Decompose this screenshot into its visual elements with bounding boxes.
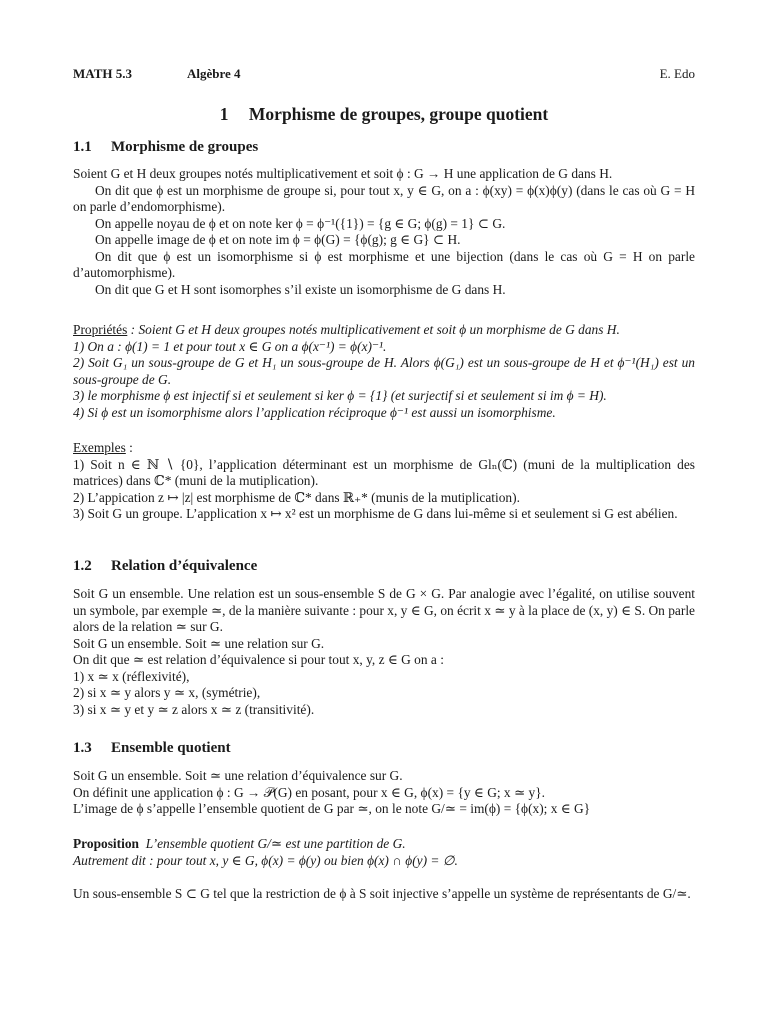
paragraph: L’image de ϕ s’appelle l’ensemble quotient de G par ≃, on le note G/≃ = im(ϕ) = {ϕ(x); x ∈ G} bbox=[73, 801, 591, 816]
example-item: 3) Soit G un groupe. L’application x ↦ x² est un morphisme de G dans lui-même si et seulement si G est abélien. bbox=[73, 506, 678, 521]
paragraph-relation-definition: Soit G un ensemble. Une relation est un sous-ensemble S de G × G. Par analogie avec l’égalité, on utilise souvent un symbole, par exemple ≃, de la manière suivante : pour x, y ∈ G, on écrit x ≃ y à la place de (x, y) ∈ S. On parle alors de la relation ≃ sur G. bbox=[73, 586, 695, 634]
proposition-label: Proposition bbox=[73, 836, 139, 851]
proposition-block bbox=[73, 836, 695, 869]
paragraph: Un sous-ensemble S ⊂ G tel que la restriction de ϕ à S soit injective s’appelle un système de représentants de G/≃. bbox=[73, 886, 691, 901]
paragraph: Soit G un ensemble. Soit ≃ une relation d’équivalence sur G. bbox=[73, 768, 403, 783]
section-number: 1.2 bbox=[73, 558, 92, 574]
page-header bbox=[73, 66, 695, 82]
paragraph: On définit une application ϕ : G → 𝒫(G) en posant, pour x ∈ G, ϕ(x) = {y ∈ G; x ≃ y}. bbox=[73, 784, 546, 800]
representatives-paragraph bbox=[73, 886, 695, 903]
paragraph-isomorphism-definition: On dit que ϕ est un isomorphisme si ϕ est morphisme et une bijection (dans le cas où G = H on parle d’automorphisme). bbox=[73, 248, 695, 280]
property-item: 4) Si ϕ est un isomorphisme alors l’application réciproque ϕ⁻¹ est aussi un isomorphisme. bbox=[73, 404, 556, 420]
paragraph-image-definition: On appelle image de ϕ et on note im ϕ = ϕ(G) = {ϕ(g); g ∈ G} ⊂ H. bbox=[95, 232, 461, 247]
paragraph-isomorphic-definition: On dit que G et H sont isomorphes s’il existe un isomorphisme de G dans H. bbox=[95, 281, 506, 297]
section-heading-1-1 bbox=[73, 139, 258, 156]
examples-block bbox=[73, 440, 695, 523]
list-item: 1) x ≃ x (réflexivité), bbox=[73, 668, 190, 684]
section-title: Ensemble quotient bbox=[111, 740, 231, 756]
examples-colon: : bbox=[125, 440, 133, 455]
list-item: 3) si x ≃ y et y ≃ z alors x ≃ z (transitivité). bbox=[73, 701, 315, 717]
chapter-title bbox=[73, 106, 695, 123]
property-item: 2) Soit G₁ un sous-groupe de G et H₁ un sous-groupe de H. Alors ϕ(G₁) est un sous-groupe de H et ϕ⁻¹(H₁) est un sous-groupe de G. bbox=[73, 355, 695, 387]
chapter-title-text: Morphisme de groupes, groupe quotient bbox=[248, 104, 549, 124]
example-item: 1) Soit n ∈ ℕ ∖ {0}, l’application déterminant est un morphisme de Glₙ(ℂ) (muni de la multiplication des matrices) dans ℂ* (muni de la mutiplication). bbox=[73, 456, 695, 488]
section-number: 1.3 bbox=[73, 740, 92, 756]
section-1-2-body bbox=[73, 586, 695, 718]
chapter-number: 1 bbox=[219, 104, 229, 124]
course-code: MATH 5.3 bbox=[73, 66, 132, 81]
example-item: 2) L’appication z ↦ |z| est morphisme de ℂ* dans ℝ₊* (munis de la mutiplication). bbox=[73, 489, 520, 505]
properties-label: Propriétés bbox=[73, 322, 128, 337]
section-title: Morphisme de groupes bbox=[111, 139, 259, 155]
paragraph: Soient G et H deux groupes notés multiplicativement et soit ϕ : G → H une application de G dans H. bbox=[73, 166, 613, 181]
property-item: 3) le morphisme ϕ est injectif si et seulement si ker ϕ = {1} (et surjectif si et seulement si im ϕ = H). bbox=[73, 388, 607, 403]
section-heading-1-3 bbox=[73, 740, 231, 757]
paragraph: Soit G un ensemble. Soit ≃ une relation sur G. bbox=[73, 635, 325, 651]
section-title: Relation d’équivalence bbox=[111, 558, 258, 574]
properties-intro: : Soient G et H deux groupes notés multiplicativement et soit ϕ un morphisme de G dans H. bbox=[127, 322, 620, 337]
list-item: 2) si x ≃ y alors y ≃ x, (symétrie), bbox=[73, 685, 261, 700]
paragraph-morphism-definition: On dit que ϕ est un morphisme de groupe si, pour tout x, y ∈ G, on a : ϕ(xy) = ϕ(x)ϕ(y) (dans le cas où G = H on parle d’endomorphisme). bbox=[73, 182, 695, 214]
section-1-3-body bbox=[73, 768, 695, 818]
proposition-restatement: Autrement dit : pour tout x, y ∈ G, ϕ(x) = ϕ(y) ou bien ϕ(x) ∩ ϕ(y) = ∅. bbox=[73, 852, 458, 868]
properties-block bbox=[73, 322, 695, 421]
property-item: 1) On a : ϕ(1) = 1 et pour tout x ∈ G on a ϕ(x⁻¹) = ϕ(x)⁻¹. bbox=[73, 338, 387, 354]
course-subject: Algèbre 4 bbox=[187, 66, 241, 81]
section-number: 1.1 bbox=[73, 139, 92, 155]
paragraph-kernel-definition: On appelle noyau de ϕ et on note ker ϕ = ϕ⁻¹({1}) = {g ∈ G; ϕ(g) = 1} ⊂ G. bbox=[95, 215, 506, 231]
proposition-text: L’ensemble quotient G/≃ est une partition de G. bbox=[145, 836, 406, 851]
author-name: E. Edo bbox=[659, 66, 695, 81]
section-1-1-definitions bbox=[73, 166, 695, 298]
examples-label: Exemples bbox=[73, 440, 126, 455]
paragraph-equivalence-definition: On dit que ≃ est relation d’équivalence si pour tout x, y, z ∈ G on a : bbox=[73, 652, 444, 667]
section-heading-1-2 bbox=[73, 558, 257, 575]
